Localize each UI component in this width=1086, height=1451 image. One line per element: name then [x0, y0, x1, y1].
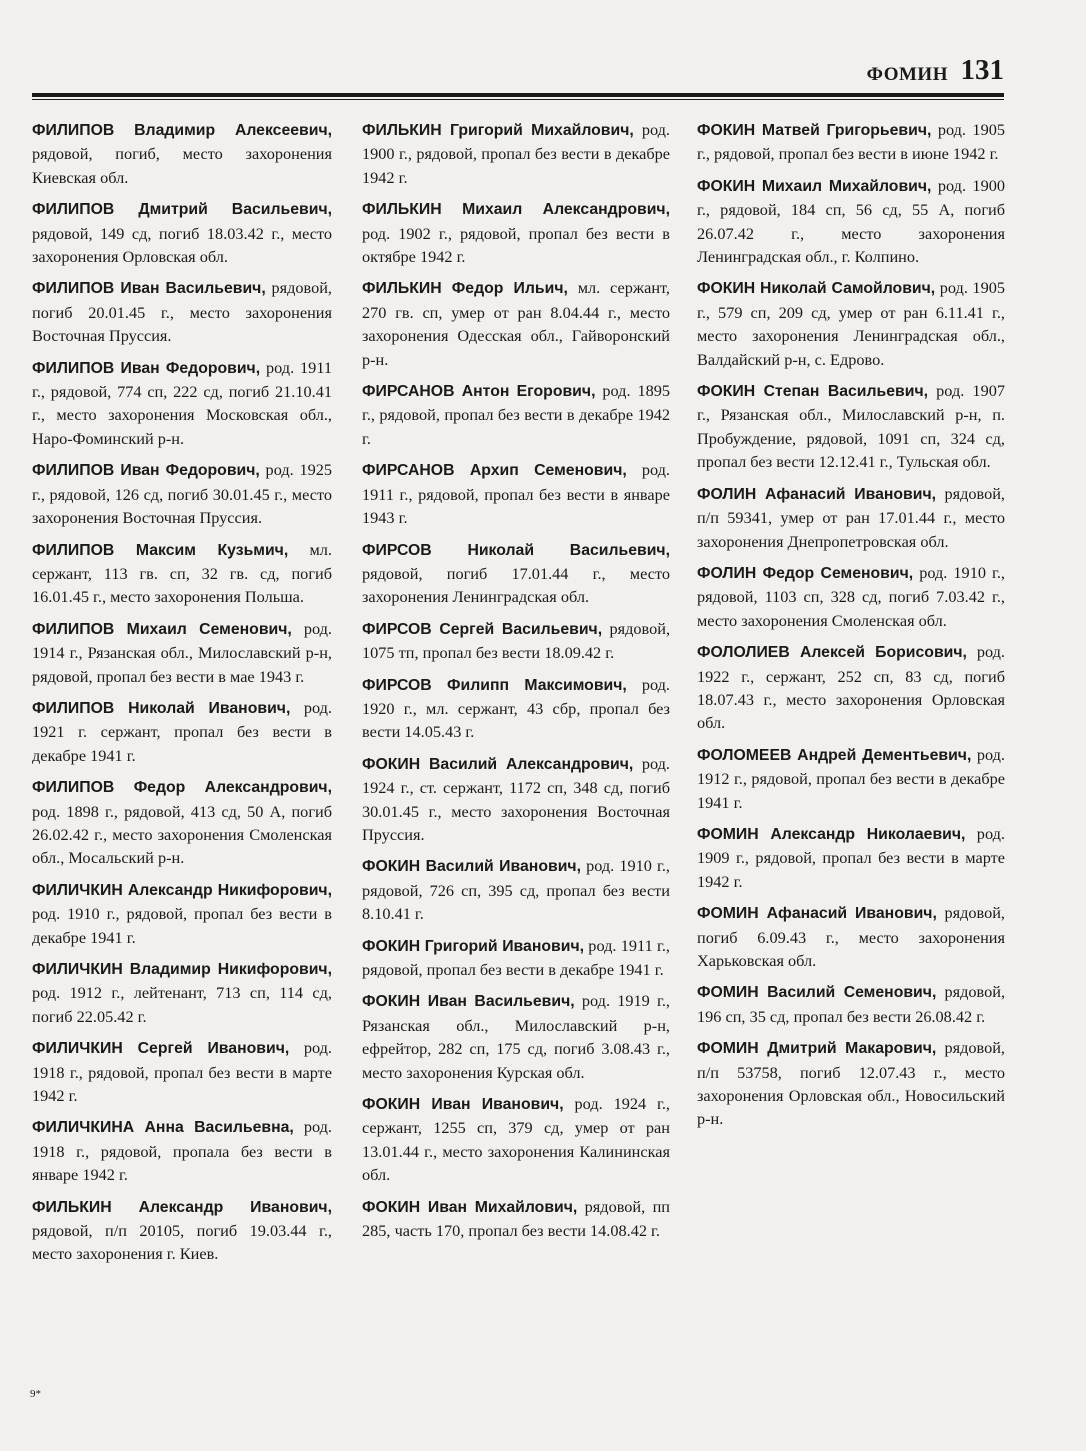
entry — [362, 276, 670, 371]
entry-name: ФОЛОЛИЕВ Алексей Борисович, — [697, 644, 967, 662]
entry-text: род. 1911 г., рядовой, пропал без вести в декабре 1941 г. — [362, 935, 670, 979]
entry-name: ФОМИН Афанасий Иванович, — [697, 905, 937, 923]
entry-text: род. 1910 г., рядовой, 1103 сп, 328 сд, погиб 7.03.42 г., место захоронения Смоленская обл. — [697, 562, 1005, 630]
entry-name: ФИЛИПОВ Михаил Семенович, — [32, 620, 292, 638]
entry-text: род. 1918 г., рядовой, пропал без вести в марте 1942 г. — [32, 1038, 332, 1106]
entry-text: род. 1912 г., лейтенант, 713 сп, 114 сд, погиб 22.05.42 г. — [32, 983, 332, 1026]
entry — [362, 934, 670, 982]
entry — [697, 174, 1005, 269]
entry-text: род. 1900 г., рядовой, пропал без вести в декабре 1942 г. — [362, 120, 670, 187]
entry-text: рядовой, погиб 20.01.45 г., место захоронения Восточная Пруссия. — [32, 278, 332, 346]
entry-text: рядовой, пп 285, часть 170, пропал без вести 14.08.42 г. — [362, 1196, 670, 1241]
entry — [362, 197, 670, 268]
entry — [697, 379, 1005, 474]
header-rule-thick — [32, 93, 1004, 97]
entry-name: ФИЛЬКИН Александр Иванович, — [32, 1198, 332, 1216]
entry — [362, 617, 670, 665]
entry-text: род. 1921 г. сержант, пропал без вести в декабре 1941 г. — [32, 697, 332, 765]
entry — [32, 617, 332, 688]
entry — [697, 482, 1005, 553]
entry-name: ФИЛИПОВ Николай Иванович, — [32, 699, 291, 717]
entry-name: ФИЛИПОВ Федор Александрович, — [32, 779, 332, 797]
page-header — [32, 52, 1004, 92]
entry-text: рядовой, п/п 53758, погиб 12.07.43 г., место захоронения Орловская обл., Новосильский р-н. — [697, 1038, 1005, 1129]
entry — [362, 118, 670, 189]
entry-text: род. 1905 г., рядовой, пропал без вести в июне 1942 г. — [697, 120, 1005, 164]
entry-name: ФОЛИН Федор Семенович, — [697, 564, 914, 582]
entry — [32, 276, 332, 347]
entry — [32, 356, 332, 451]
entry — [362, 1195, 670, 1243]
entry-name: ФОМИН Дмитрий Макарович, — [697, 1040, 937, 1058]
entry-text: род. 1911 г., рядовой, 774 сп, 222 сд, погиб 21.10.41 г., место захоронения Московская обл., Наро-Фоминский р-н. — [32, 357, 332, 448]
entry-text: рядовой, 196 сп, 35 сд, пропал без вести 26.08.42 г. — [697, 982, 1006, 1026]
entry-name: ФИЛЬКИН Григорий Михайлович, — [362, 122, 634, 139]
entry-text: род. 1924 г., сержант, 1255 сп, 379 сд, умер от ран 13.01.44 г., место захоронения Калининская обл. — [362, 1094, 671, 1185]
entry — [697, 1036, 1005, 1131]
entry-name: ФИЛИЧКИН Владимир Никифорович, — [32, 961, 332, 978]
entry — [697, 822, 1005, 893]
entry — [32, 878, 332, 949]
entry — [697, 640, 1005, 735]
entry-text: рядовой, погиб, место захоронения Киевская обл. — [32, 144, 332, 187]
entry-name: ФИРСОВ Сергей Васильевич, — [362, 620, 603, 638]
entry-name: ФОКИН Иван Михайлович, — [362, 1198, 578, 1216]
entry-text: род. 1902 г., рядовой, пропал без вести в октябре 1942 г. — [362, 223, 670, 267]
entry-text: род. 1910 г., рядовой, 726 сп, 395 сд, пропал без вести 8.10.41 г. — [362, 856, 670, 924]
entry-name: ФОКИН Матвей Григорьевич, — [697, 122, 932, 139]
entry-text: род. 1918 г., рядовой, пропала без вести в январе 1942 г. — [32, 1117, 332, 1185]
entry-name: ФОКИН Василий Иванович, — [362, 858, 581, 876]
entry-name: ФИЛИПОВ Владимир Алексеевич, — [32, 122, 332, 139]
column-3 — [697, 118, 1005, 1139]
entry-text: рядовой, погиб 17.01.44 г., место захоронения Ленинградская обл. — [362, 563, 670, 607]
entry — [32, 458, 332, 529]
entry-text: род. 1912 г., рядовой, пропал без вести в декабре 1941 г. — [697, 744, 1005, 812]
entry — [32, 1115, 332, 1186]
entry — [362, 1092, 670, 1187]
entry — [362, 752, 670, 847]
entry-name: ФОКИН Иван Иванович, — [362, 1096, 564, 1114]
entry-name: ФОКИН Михаил Михайлович, — [697, 177, 932, 195]
entry — [362, 379, 670, 450]
header-rule-thin — [32, 99, 1004, 100]
entry-text: род. 1907 г., Рязанская обл., Милославский р-н, п. Пробуждение, рядовой, 1091 сп, 324 сд, пропал без вести 12.12.41 г., Тульская обл. — [697, 381, 1005, 472]
entry-text: мл. сержант, 113 гв. сп, 32 гв. сд, погиб 16.01.45 г., место захоронения Польша. — [32, 539, 332, 607]
entry — [32, 957, 332, 1028]
entry-name: ФИЛЬКИН Михаил Александрович, — [362, 201, 670, 219]
entry-name: ФИРСАНОВ Архип Семенович, — [362, 462, 627, 480]
entry-text: род. 1922 г., сержант, 252 сп, 83 сд, погиб 18.07.43 г., место захоронения Орловская обл. — [697, 642, 1005, 733]
entry-name: ФИЛЬКИН Федор Ильич, — [362, 280, 568, 298]
entry — [32, 1195, 332, 1266]
entry-text: рядовой, п/п 20105, погиб 19.03.44 г., место захоронения г. Киев. — [32, 1221, 332, 1264]
entry-name: ФОКИН Иван Васильевич, — [362, 993, 575, 1011]
entry-name: ФОКИН Степан Васильевич, — [697, 383, 929, 401]
entry-name: ФИЛИПОВ Иван Васильевич, — [32, 280, 266, 298]
entry-name: ФИЛИПОВ Иван Федорович, — [32, 462, 260, 480]
entry-text: рядовой, 149 сд, погиб 18.03.42 г., место захоронения Орловская обл. — [32, 223, 332, 267]
entry-name: ФИЛИЧКИНА Анна Васильевна, — [32, 1119, 294, 1137]
entry — [362, 673, 670, 744]
column-2 — [362, 118, 670, 1250]
entry-text: род. 1909 г., рядовой, пропал без вести в марте 1942 г. — [697, 823, 1005, 891]
entry-name: ФОЛИН Афанасий Иванович, — [697, 485, 937, 503]
entry-name: ФИЛИПОВ Максим Кузьмич, — [32, 541, 289, 559]
entry-name: ФИРСОВ Николай Васильевич, — [362, 541, 670, 559]
entry — [697, 118, 1005, 166]
entry-text: род. 1895 г., рядовой, пропал без вести в декабре 1942 г. — [362, 381, 671, 448]
entry-text: род. 1911 г., рядовой, пропал без вести в январе 1943 г. — [362, 460, 670, 528]
entry-name: ФОКИН Николай Самойлович, — [697, 280, 936, 298]
entry — [697, 561, 1005, 632]
entry-name: ФИРСАНОВ Антон Егорович, — [362, 383, 596, 401]
entry-text: род. 1920 г., мл. сержант, 43 сбр, пропал без вести 14.05.43 г. — [362, 674, 670, 742]
entry-text: род. 1914 г., Рязанская обл., Милославский р-н, рядовой, пропал без вести в мае 1943 г. — [32, 618, 332, 686]
entry — [32, 197, 332, 268]
entry — [362, 989, 670, 1084]
entry-text: род. 1910 г., рядовой, пропал без вести в декабре 1941 г. — [32, 904, 332, 947]
entry-name: ФОКИН Василий Александрович, — [362, 755, 634, 773]
page-number: 131 — [960, 54, 1004, 86]
entry — [32, 775, 332, 870]
column-1 — [32, 118, 332, 1274]
entry-text: род. 1898 г., рядовой, 413 сд, 50 А, погиб 26.02.42 г., место захоронения Смоленская обл., Мосальский р-н. — [32, 801, 332, 868]
entry-name: ФОМИН Александр Николаевич, — [697, 825, 966, 843]
entry-name: ФОЛОМЕЕВ Андрей Дементьевич, — [697, 746, 972, 764]
entry-name: ФИЛИПОВ Дмитрий Васильевич, — [32, 201, 332, 219]
entry — [362, 538, 670, 609]
entry — [697, 980, 1005, 1028]
entry-name: ФИЛИЧКИН Сергей Иванович, — [32, 1040, 290, 1058]
entry — [32, 118, 332, 189]
signature-mark: 9* — [30, 1388, 41, 1400]
entry — [32, 696, 332, 767]
entry-text: мл. сержант, 270 гв. сп, умер от ран 8.04.44 г., место захоронения Одесская обл., Гайворонский р-н. — [362, 278, 670, 369]
entry-text: род. 1900 г., рядовой, 184 сп, 56 сд, 55 А, погиб 26.07.42 г., место захоронения Ленинградская обл., г. Колпино. — [697, 175, 1005, 267]
entry-text: рядовой, 1075 тп, пропал без вести 18.09.42 г. — [362, 618, 671, 663]
entry — [697, 276, 1005, 371]
entry-text: род. 1924 г., ст. сержант, 1172 сп, 348 сд, погиб 30.01.45 г., место захоронения Восточная Пруссия. — [362, 753, 670, 844]
entry — [697, 743, 1005, 814]
entry-name: ФОМИН Василий Семенович, — [697, 984, 937, 1002]
entry-text: род. 1925 г., рядовой, 126 сд, погиб 30.01.45 г., место захоронения Восточная Пруссия. — [32, 460, 333, 528]
running-head: ФОМИН — [866, 64, 948, 85]
entry — [362, 854, 670, 925]
entry-text: род. 1905 г., 579 сп, 209 сд, умер от ран 6.11.41 г., место захоронения Ленинградская обл., Валдайский р-н, с. Едрово. — [697, 278, 1005, 369]
entry-name: ФИЛИПОВ Иван Федорович, — [32, 359, 261, 377]
entry-name: ФИРСОВ Филипп Максимович, — [362, 676, 627, 694]
entry-text: рядовой, погиб 6.09.43 г., место захоронения Харьковская обл. — [697, 903, 1005, 970]
entry — [32, 538, 332, 609]
entry-name: ФОКИН Григорий Иванович, — [362, 937, 585, 955]
entry-text: рядовой, п/п 59341, умер от ран 17.01.44 г., место захоронения Днепропетровская обл. — [697, 483, 1006, 551]
entry — [697, 901, 1005, 972]
entry-text: род. 1919 г., Рязанская обл., Милославский р-н, ефрейтор, 282 сп, 175 сд, погиб 3.08.43 г., место захоронения Курская обл. — [362, 991, 671, 1082]
entry — [362, 458, 670, 529]
entry — [32, 1036, 332, 1107]
entry-name: ФИЛИЧКИН Александр Никифорович, — [32, 881, 332, 899]
